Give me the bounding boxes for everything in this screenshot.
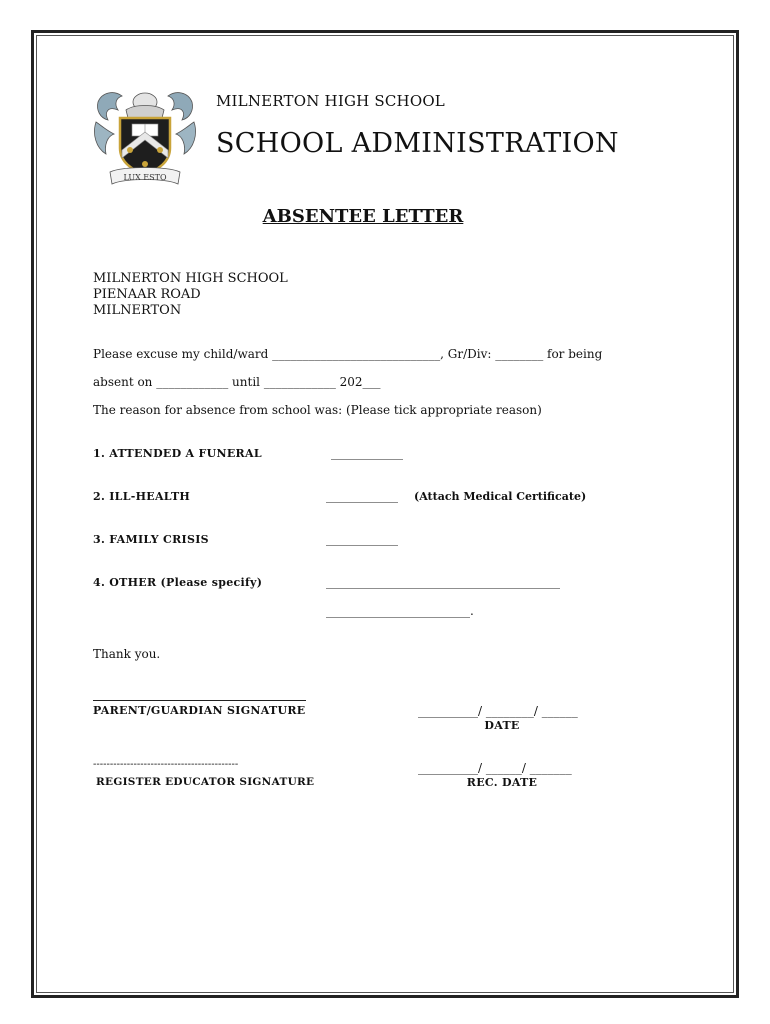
address-line-1: MILNERTON HIGH SCHOOL xyxy=(93,271,288,286)
educator-signature-label: REGISTER EDUCATOR SIGNATURE xyxy=(96,776,315,788)
address-line-2: PIENAAR ROAD xyxy=(93,287,201,302)
parent-signature-label: PARENT/GUARDIAN SIGNATURE xyxy=(93,704,306,717)
reason-2-label: 2. ILL-HEALTH xyxy=(93,490,191,503)
reason-1-label: 1. ATTENDED A FUNERAL xyxy=(93,447,262,460)
document-title: ABSENTEE LETTER xyxy=(262,206,464,227)
reason-4-specify-blank-1: _______________________________________ xyxy=(326,575,560,589)
reason-4-label: 4. OTHER (Please specify) xyxy=(93,576,263,589)
reason-3-label: 3. FAMILY CRISIS xyxy=(93,533,209,546)
absent-dates-line: absent on ____________ until ____________ 202___ xyxy=(93,375,381,389)
reason-1-tick-blank: ____________ xyxy=(331,446,403,460)
school-crest-logo xyxy=(92,88,198,190)
excuse-line: Please excuse my child/ward ____________________________, Gr/Div: ________ for being xyxy=(93,347,603,361)
rec-date-blanks: __________/ ______/ _______ xyxy=(418,761,572,775)
educator-signature-line: ------------------------------------------- xyxy=(93,759,239,770)
reason-4-specify-blank-2: ________________________. xyxy=(326,604,474,618)
reason-2-tick-blank: ____________ xyxy=(326,489,398,503)
thank-you-text: Thank you. xyxy=(93,647,161,661)
rec-date-label: REC. DATE xyxy=(466,776,538,789)
department-heading: SCHOOL ADMINISTRATION xyxy=(216,128,619,159)
date-label: DATE xyxy=(484,719,520,732)
reason-3-tick-blank: ____________ xyxy=(326,532,398,546)
school-name-heading: MILNERTON HIGH SCHOOL xyxy=(216,92,445,110)
parent-signature-line xyxy=(93,700,306,701)
crest-motto: LUX ESTO xyxy=(123,173,167,182)
address-line-3: MILNERTON xyxy=(93,303,182,318)
reason-2-note: (Attach Medical Certificate) xyxy=(414,490,587,503)
date-blanks: __________/ ________/ ______ xyxy=(418,704,578,718)
reason-instruction: The reason for absence from school was: (Please tick appropriate reason) xyxy=(93,403,542,417)
